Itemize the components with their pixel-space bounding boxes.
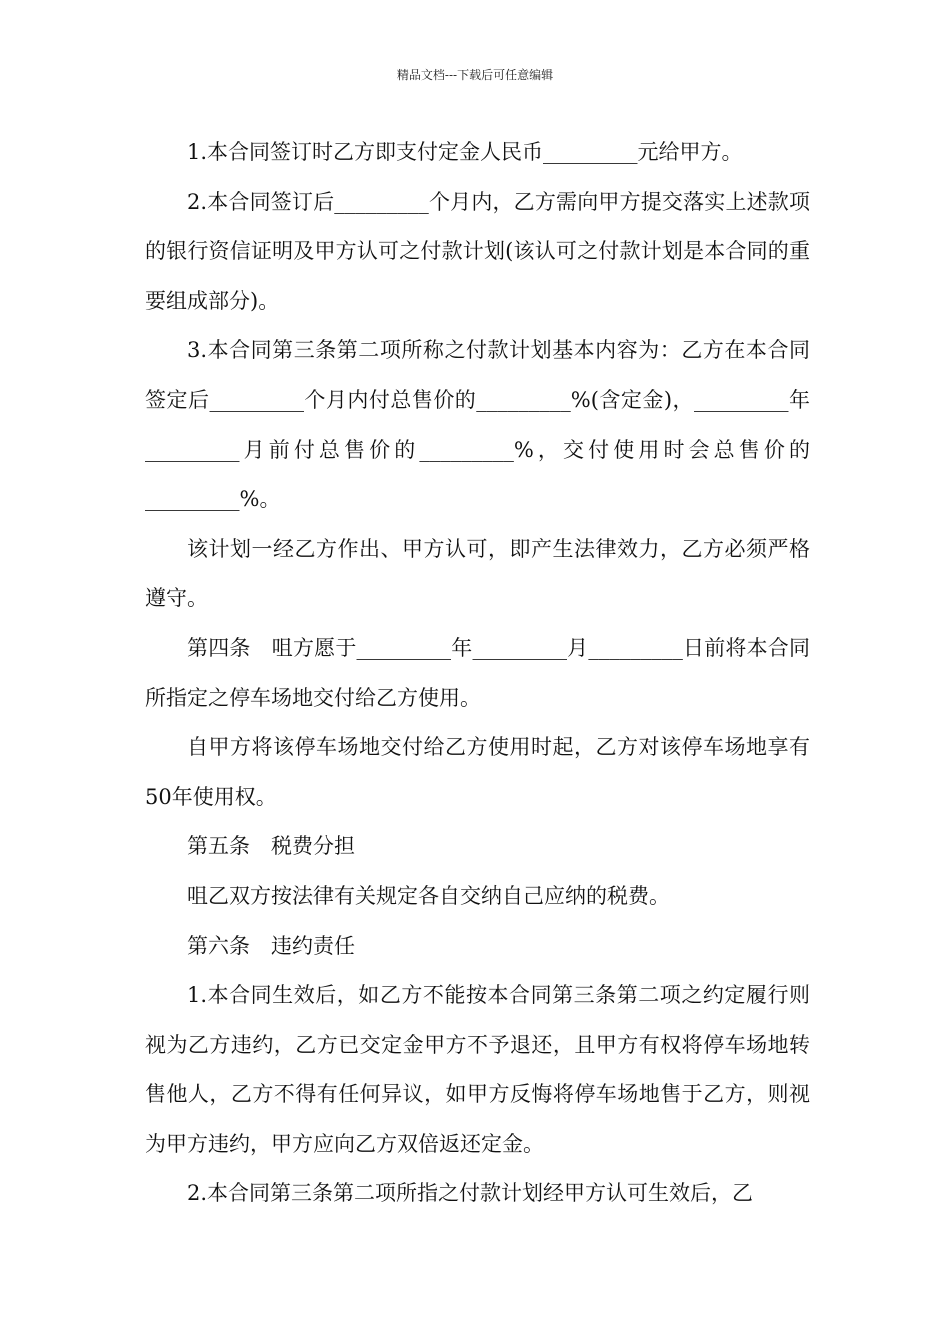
paragraph-deposit: 1.本合同签订时乙方即支付定金人民币_________元给甲方。 bbox=[187, 140, 743, 164]
paragraph-article-four: 第四条 咀方愿于_________年_________月_________日前将本合同所指定之停车场地交付给乙方使用。 bbox=[145, 635, 810, 710]
heading-article-six: 第六条 违约责任 bbox=[187, 933, 355, 958]
document-body bbox=[145, 128, 810, 1219]
paragraph-breach-two: 2.本合同第三条第二项所指之付款计划经甲方认可生效后，乙 bbox=[187, 1181, 754, 1206]
paragraph-plan-effect: 该计划一经乙方作出、甲方认可，即产生法律效力，乙方必须严格遵守。 bbox=[145, 536, 810, 611]
paragraph-usage-right: 自甲方将该停车场地交付给乙方使用时起，乙方对该停车场地享有50年使用权。 bbox=[145, 735, 810, 809]
paragraph-tax: 咀乙双方按法律有关规定各自交纳自己应纳的税费。 bbox=[187, 883, 670, 908]
paragraph-bank-credit: 2.本合同签订后_________个月内，乙方需向甲方提交落实上述款项的银行资信证明及甲方认可之付款计划(该认可之付款计划是本合同的重要组成部分)。 bbox=[145, 189, 810, 313]
paragraph-breach-one: 1.本合同生效后，如乙方不能按本合同第三条第二项之约定履行则视为乙方违约，乙方已交定金甲方不予退还，且甲方有权将停车场地转售他人，乙方不得有任何异议，如甲方反悔将停车场地售于乙方，则视为甲方违约，甲方应向乙方双倍返还定金。 bbox=[145, 983, 810, 1156]
page-header: 精品文档---下载后可任意编辑 bbox=[396, 68, 554, 82]
heading-article-five: 第五条 税费分担 bbox=[187, 834, 355, 859]
paragraph-payment-plan: 3.本合同第三条第二项所称之付款计划基本内容为：乙方在本合同签定后_________个月内付总售价的_________%(含定金)，_________年_________月前付总售价的_________%，交付使用时会总售价的_________%。 bbox=[145, 338, 810, 512]
